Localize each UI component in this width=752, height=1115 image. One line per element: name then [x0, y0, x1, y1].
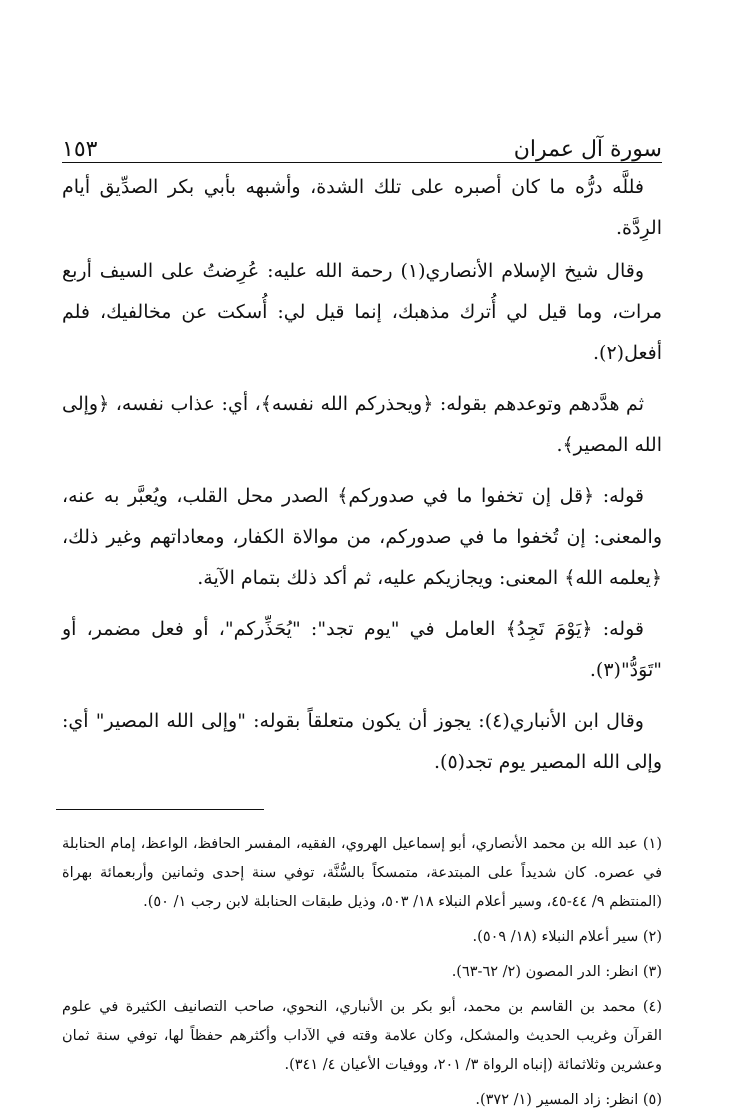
book-page: [62, 128, 662, 1115]
main-text: [62, 167, 662, 783]
page-number: ١٥٣: [62, 137, 98, 162]
paragraph: وقال شيخ الإسلام الأنصاري(١) رحمة الله عليه: عُرِضتُ على السيف أربع مرات، وما قيل لي أُترك مذهبك، إنما قيل لي: أُسكت عن مخالفيك، فلم أفعل(٢).: [62, 260, 662, 364]
running-header: [62, 128, 662, 163]
footnote: (٣) انظر: الدر المصون (٢/ ٦٢-٦٣).: [451, 964, 662, 980]
footnote: (٥) انظر: زاد المسير (١/ ٣٧٢).: [475, 1092, 662, 1108]
paragraph: وقال ابن الأنباري(٤): يجوز أن يكون متعلقاً بقوله: "وإلى الله المصير" أي: وإلى الله المصير يوم تجد(٥).: [62, 710, 662, 773]
footnote: (١) عبد الله بن محمد الأنصاري، أبو إسماعيل الهروي، الفقيه، المفسر الحافظ، الواعظ، إمام الحنابلة في عصره. كان شديداً على المبتدعة، متمسكاً بالسُّنَّة، توفي سنة إحدى وثمانين وأربعمائة بهراة (المنتظم ٩/ ٤٤-٤٥، وسير أعلام النبلاء ١٨/ ٥٠٣، وذيل طبقات الحنابلة لابن رجب ١/ ٥٠).: [62, 836, 662, 910]
paragraph: قوله: ﴿يَوْمَ تَجِدُ﴾ العامل في "يوم تجد": "يُحَذِّركم"، أو فعل مضمر، أو "تَوَدُّ"(٣).: [62, 618, 662, 681]
paragraph: فللَّه درُّه ما كان أصبره على تلك الشدة، وأشبهه بأبي بكر الصدِّيق أيام الرِدَّة.: [62, 176, 662, 239]
footnotes: [62, 830, 662, 1115]
paragraph: قوله: ﴿قل إن تخفوا ما في صدوركم﴾ الصدر محل القلب، ويُعبَّر به عنه، والمعنى: إن تُخفوا ما في صدوركم، من موالاة الكفار، ومعاداتهم وغير ذلك، ﴿يعلمه الله﴾ المعنى: ويجازيكم عليه، ثم أكد ذلك بتمام الآية.: [62, 485, 662, 589]
paragraph: ثم هدَّدهم وتوعدهم بقوله: ﴿ويحذركم الله نفسه﴾، أي: عذاب نفسه، ﴿وإلى الله المصير﴾.: [62, 393, 662, 456]
footnote: (٤) محمد بن القاسم بن محمد، أبو بكر بن الأنباري، النحوي، صاحب التصانيف الكثيرة في علوم القرآن وغريب الحديث والمشكل، وكان علامة وقته في الآداب وأكثرهم حفظاً لها، توفي سنة ثمان وعشرين وثلاثمائة (إنباه الرواة ٣/ ٢٠١، ووفيات الأعيان ٤/ ٣٤١).: [62, 999, 662, 1073]
footnote-separator: [56, 809, 264, 810]
footnote: (٢) سير أعلام النبلاء (١٨/ ٥٠٩).: [472, 929, 662, 945]
surah-title: سورة آل عمران: [513, 137, 662, 162]
